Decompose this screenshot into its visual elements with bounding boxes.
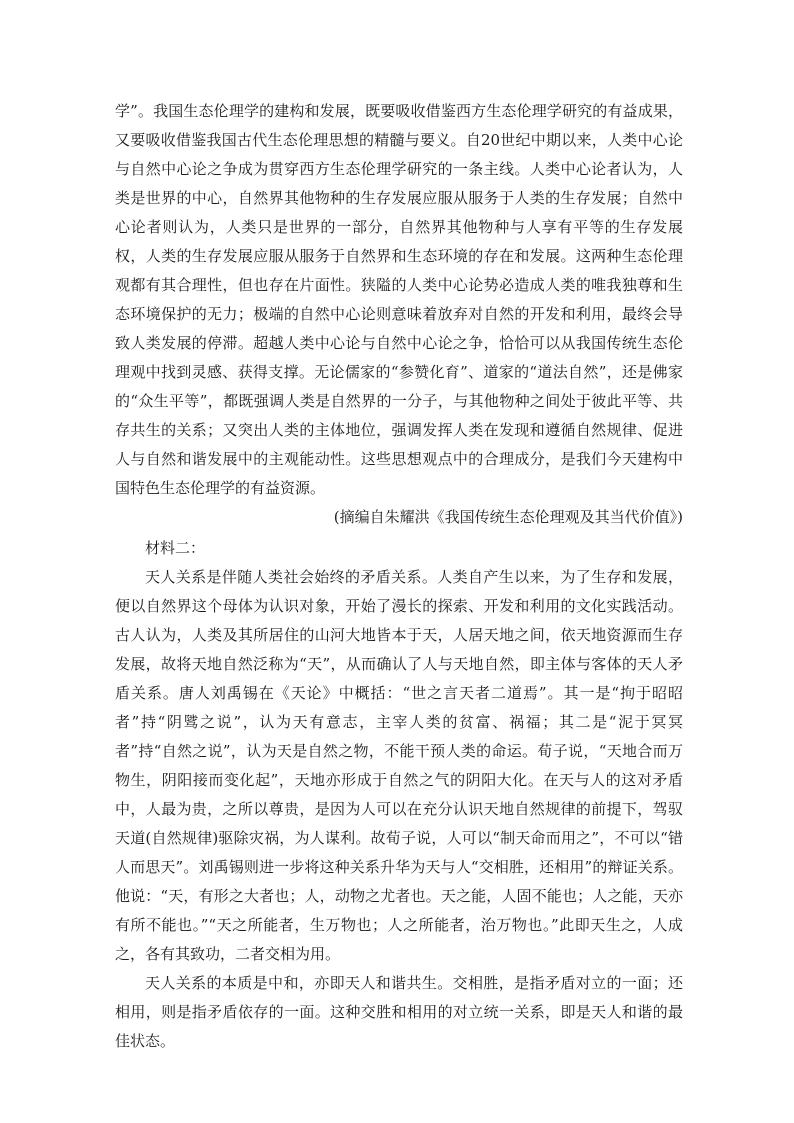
source-citation: (摘编自朱耀洪《我国传统生态伦理观及其当代价值》) — [333, 508, 683, 526]
material-heading: 材料二： — [145, 539, 206, 557]
paragraph-continuation: 学”。我国生态伦理学的建构和发展，既要吸收借鉴西方生态伦理学研究的有益成果，又要吸收借鉴我国古代生态伦理思想的精髓与要义。自20世纪中期以来，人类中心论与自然中心论之争成为贯穿西方生态伦理学研究的一条主线。人类中心论者认为，人类是世界的中心，自然界其他物种的生存发展应服从服务于人类的生存发展；自然中心论者则认为，人类只是世界的一部分，自然界其他物种与人享有平等的生存发展权，人类的生存发展应服从服务于自然界和生态环境的存在和发展。这两种生态伦理观都有其合理性，但也存在片面性。狭隘的人类中心论势必造成人类的唯我独尊和生态环境保护的无力；极端的自然中心论则意味着放弃对自然的开发和利用，最终会导致人类发展的停滞。超越人类中心论与自然中心论之争，恰恰可以从我国传统生态伦理观中找到灵感、获得支撑。无论儒家的“参赞化育”、道家的“道法自然”，还是佛家的“众生平等”，都既强调人类是自然界的一分子，与其他物种之间处于彼此平等、共存共生的关系；又突出人类的主体地位，强调发挥人类在发现和遵循自然规律、促进人与自然和谐发展中的主观能动性。这些思想观点中的合理成分，是我们今天建构中国特色生态伦理学的有益资源。 — [115, 102, 683, 497]
paragraph-heaven-human: 天人关系是伴随人类社会始终的矛盾关系。人类自产生以来，为了生存和发展，便以自然界这个母体为认识对象，开始了漫长的探索、开发和利用的文化实践活动。古人认为，人类及其所居住的山河大地皆本于天，人居天地之间，依天地资源而生存发展，故将天地自然泛称为“天”，从而确认了人与天地自然，即主体与客体的天人矛盾关系。唐人刘禹锡在《天论》中概括：“世之言天者二道焉”。其一是“拘于昭昭者”持“阴骘之说”，认为天有意志，主宰人类的贫富、祸福；其二是“泥于冥冥者”持“自然之说”，认为天是自然之物，不能干预人类的命运。荀子说，“天地合而万物生，阴阳接而变化起”，天地亦形成于自然之气的阴阳大化。在天与人的这对矛盾中，人最为贵，之所以尊贵，是因为人可以在充分认识天地自然规律的前提下，驾驭天道(自然规律)驱除灾祸，为人谋利。故荀子说，人可以“制天命而用之”，不可以“错人而思天”。刘禹锡则进一步将这种关系升华为天与人“交相胜，还相用”的辩证关系。他说：“天，有形之大者也；人，动物之尤者也。天之能，人固不能也；人之能，天亦有所不能也。”“天之所能者，生万物也；人之所能者，治万物也。”此即天生之，人成之，各有其致功，二者交相为用。 — [115, 568, 683, 963]
paragraph-harmony: 天人关系的本质是中和，亦即天人和谐共生。交相胜，是指矛盾对立的一面；还相用，则是指矛盾依存的一面。这种交胜和相用的对立统一关系，即是天人和谐的最佳状态。 — [115, 974, 683, 1050]
document-body — [115, 97, 683, 1056]
